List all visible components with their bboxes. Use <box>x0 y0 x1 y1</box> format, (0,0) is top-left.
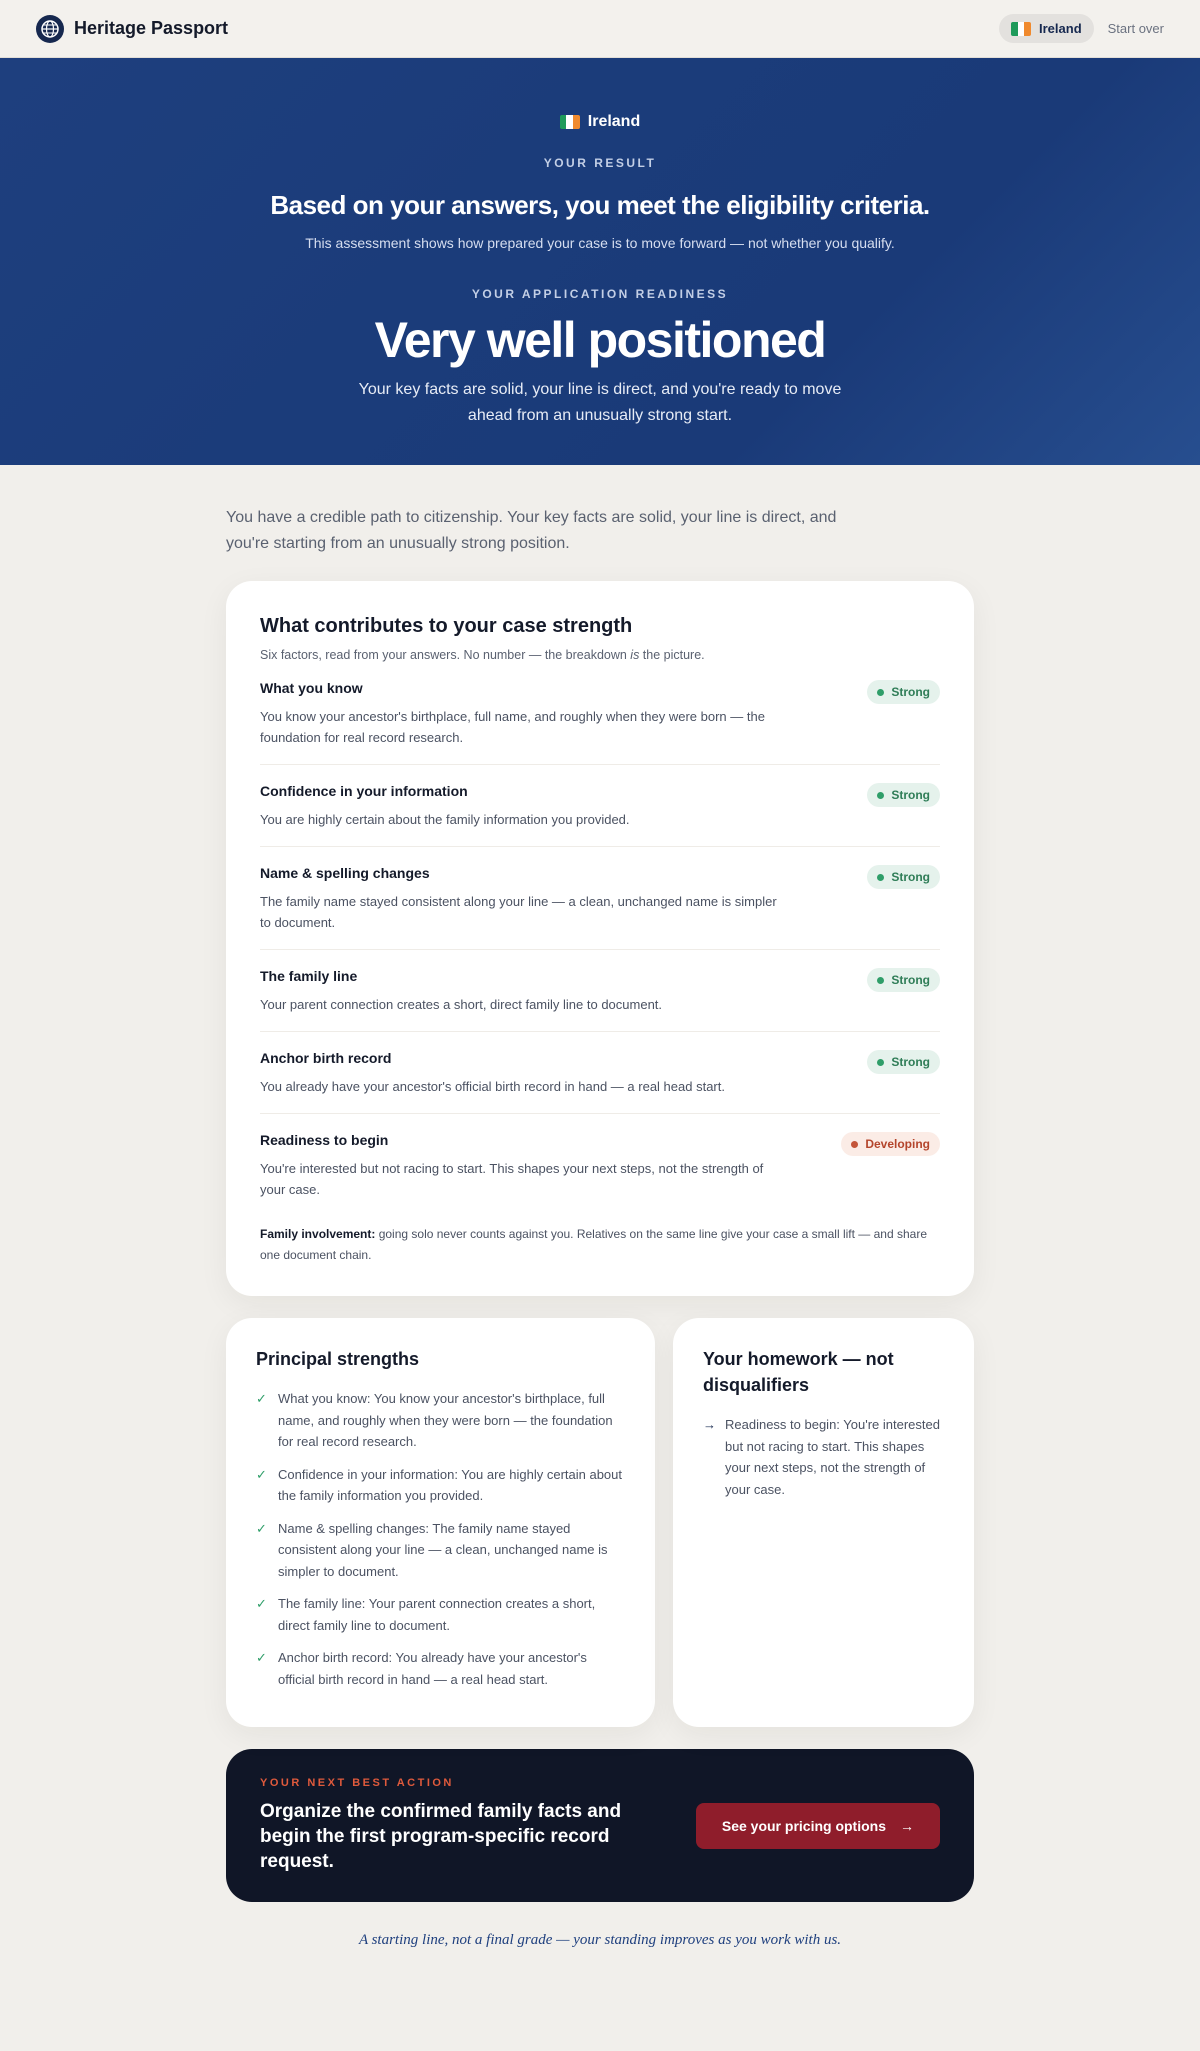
pricing-options-button[interactable] <box>696 1803 940 1849</box>
status-label: Strong <box>891 870 930 884</box>
factor-row <box>260 765 940 847</box>
result-eyebrow: YOUR RESULT <box>543 156 657 170</box>
readiness-level: Very well positioned <box>374 312 826 368</box>
status-label: Strong <box>891 1055 930 1069</box>
factor-name: Readiness to begin <box>260 1132 389 1148</box>
status-badge <box>867 680 940 704</box>
principal-strengths-title: Principal strengths <box>256 1349 420 1369</box>
homework-title: Your homework — not disqualifiers <box>703 1349 894 1395</box>
family-involvement-text: going solo never counts against you. Relatives on the same line give your case a small lift — and share one document chain. <box>260 1227 928 1262</box>
factor-name: Name & spelling changes <box>260 865 430 881</box>
main-content <box>226 505 974 1949</box>
hero-country <box>560 113 640 131</box>
list-item <box>256 1464 625 1507</box>
check-icon: ✓ <box>256 1650 267 1665</box>
status-label: Developing <box>865 1137 930 1151</box>
check-icon: ✓ <box>256 1596 267 1611</box>
list-item <box>256 1647 625 1690</box>
country-label: Ireland <box>1039 21 1082 36</box>
arrow-right-icon: → <box>900 1817 914 1834</box>
list-item <box>256 1593 625 1636</box>
case-strength-subtitle <box>260 648 940 662</box>
check-icon: ✓ <box>256 1391 267 1406</box>
check-icon: ✓ <box>256 1466 267 1482</box>
factor-description: You are highly certain about the family information you provided. <box>260 812 630 827</box>
hero-country-label: Ireland <box>587 113 641 130</box>
status-dot-icon <box>851 1141 858 1148</box>
ireland-flag-icon <box>1011 22 1031 36</box>
subtitle-part: Six factors, read from your answers. No number — the breakdown <box>260 648 631 662</box>
factor-name: Anchor birth record <box>260 1050 392 1066</box>
status-badge <box>867 783 940 807</box>
intro-text: You have a credible path to citizenship. Your key facts are solid, your line is direct, and you're starting from an unusually strong position. <box>226 509 837 552</box>
strength-text: The family line: Your parent connection creates a short, direct family line to document. <box>278 1596 596 1633</box>
status-dot-icon <box>877 689 884 696</box>
list-item <box>256 1388 625 1453</box>
strength-text: What you know: You know your ancestor's birthplace, full name, and roughly when they were born — the foundation for real record research. <box>278 1391 613 1449</box>
homework-list <box>703 1414 944 1500</box>
brand-name: Heritage Passport <box>74 18 229 38</box>
result-title: Based on your answers, you meet the eligibility criteria. <box>270 190 930 220</box>
next-action-eyebrow: YOUR NEXT BEST ACTION <box>260 1777 454 1789</box>
strength-text: Name & spelling changes: The family name stayed consistent along your line — a clean, unchanged name is simpler to document. <box>278 1520 608 1579</box>
start-over-link[interactable]: Start over <box>1107 21 1164 36</box>
arrow-right-icon: → <box>703 1417 716 1432</box>
status-label: Strong <box>891 685 930 699</box>
factor-name: The family line <box>260 968 358 984</box>
principal-strengths-card <box>226 1318 655 1727</box>
pricing-options-label: See your pricing options <box>721 1817 886 1834</box>
factor-row <box>260 1032 940 1114</box>
factor-description: You're interested but not racing to start. This shapes your next steps, not the strength of your case. <box>260 1161 764 1197</box>
homework-card <box>673 1318 974 1727</box>
strength-text: Confidence in your information: You are highly certain about the family information you provided. <box>278 1466 622 1503</box>
strength-text: Anchor birth record: You already have your ancestor's official birth record in hand — a real head start. <box>278 1650 587 1687</box>
factor-description: You already have your ancestor's official birth record in hand — a real head start. <box>260 1079 725 1094</box>
status-badge <box>867 968 940 992</box>
case-strength-title: What contributes to your case strength <box>260 615 633 637</box>
country-selector[interactable] <box>999 14 1094 43</box>
result-hero <box>0 58 1200 465</box>
factor-description: You know your ancestor's birthplace, full name, and roughly when they were born — the foundation for real record research. <box>260 709 765 745</box>
family-involvement-note <box>260 1224 940 1266</box>
footer-note: A starting line, not a final grade — your standing improves as you work with us. <box>358 1932 842 1948</box>
result-subtitle: This assessment shows how prepared your case is to move forward — not whether you qualify. <box>305 235 895 251</box>
ireland-flag-icon <box>560 115 580 129</box>
factor-row <box>260 950 940 1032</box>
status-label: Strong <box>891 788 930 802</box>
factor-row <box>260 662 940 765</box>
status-label: Strong <box>891 973 930 987</box>
list-item <box>256 1518 625 1583</box>
subtitle-emphasis: is <box>630 648 640 662</box>
factor-name: What you know <box>260 680 363 696</box>
globe-icon <box>36 15 64 43</box>
factor-description: Your parent connection creates a short, direct family line to document. <box>260 997 663 1012</box>
family-involvement-label: Family involvement: <box>260 1227 376 1241</box>
status-dot-icon <box>877 792 884 799</box>
list-item <box>703 1414 944 1500</box>
strengths-list <box>256 1388 625 1690</box>
status-dot-icon <box>877 977 884 984</box>
factor-row <box>260 1114 940 1216</box>
readiness-description: Your key facts are solid, your line is direct, and you're ready to move ahead from an unusually strong start. <box>358 381 842 424</box>
status-dot-icon <box>877 1059 884 1066</box>
brand[interactable] <box>36 15 228 43</box>
status-dot-icon <box>877 874 884 881</box>
next-action-panel <box>226 1749 974 1902</box>
status-badge <box>867 865 940 889</box>
factor-name: Confidence in your information <box>260 783 468 799</box>
next-action-text: Organize the confirmed family facts and begin the first program-specific record request. <box>260 1801 622 1872</box>
top-bar <box>0 0 1200 58</box>
status-badge <box>867 1050 940 1074</box>
homework-text: Readiness to begin: You're interested but not racing to start. This shapes your next steps, not the strength of your case. <box>725 1417 940 1497</box>
check-icon: ✓ <box>256 1520 267 1536</box>
summary-columns <box>226 1318 974 1727</box>
factor-description: The family name stayed consistent along your line — a clean, unchanged name is simpler to document. <box>260 894 777 930</box>
factor-row <box>260 847 940 950</box>
readiness-eyebrow: YOUR APPLICATION READINESS <box>471 287 729 301</box>
case-strength-card <box>226 581 974 1296</box>
subtitle-part: the picture. <box>639 648 705 662</box>
status-badge <box>841 1132 940 1156</box>
